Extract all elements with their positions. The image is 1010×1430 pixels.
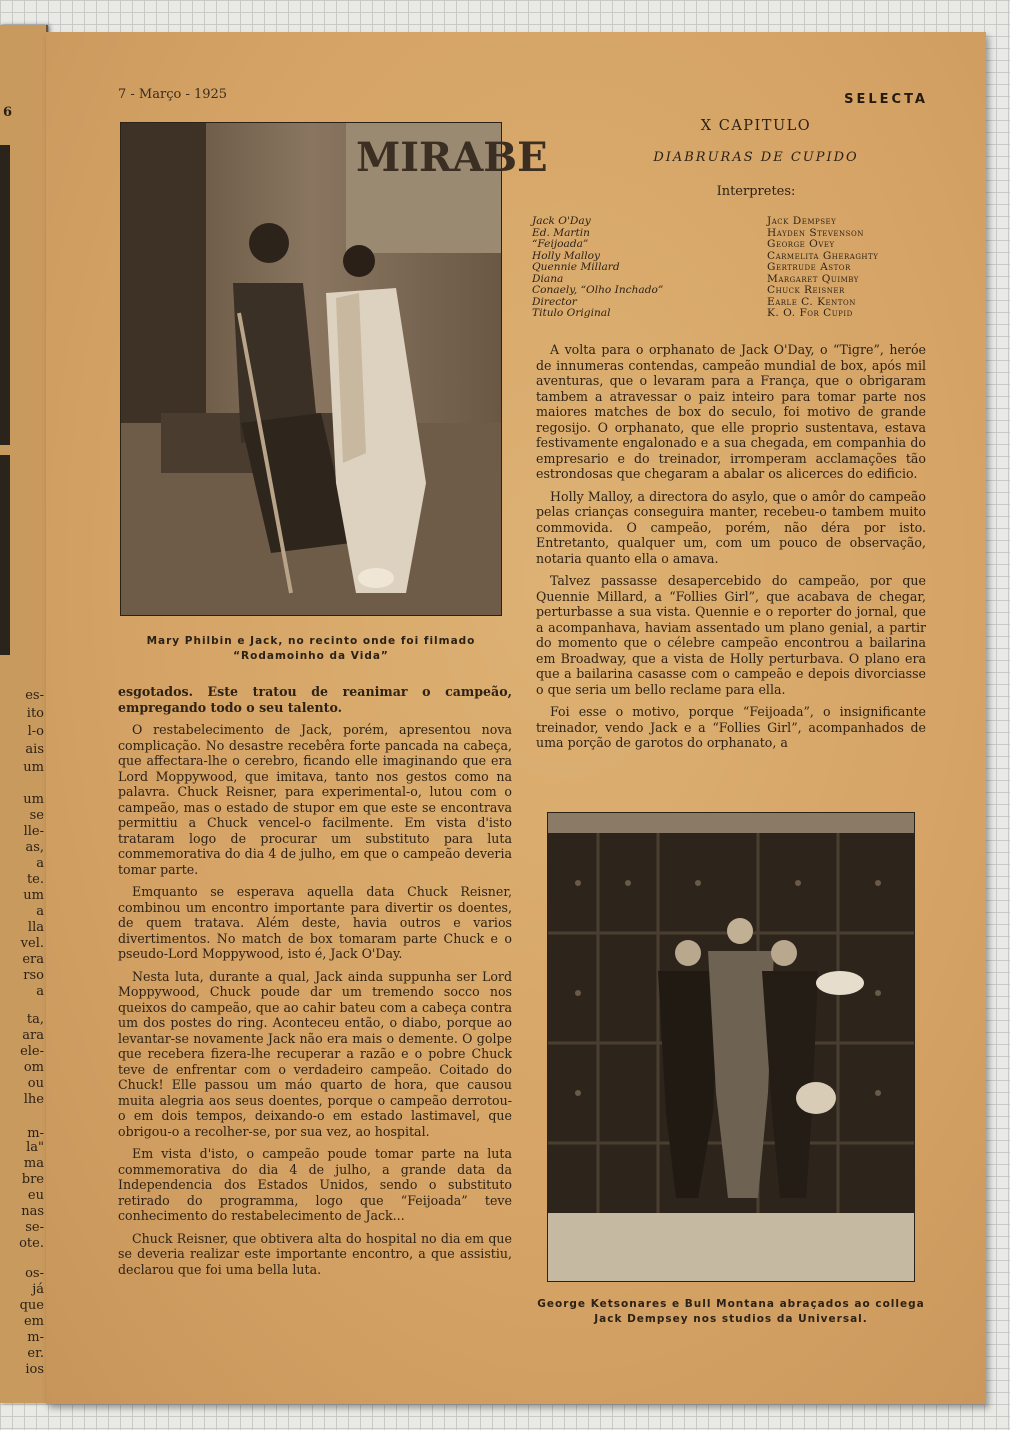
prev-page-fragment: se-: [25, 1220, 44, 1235]
prev-page-fragment: já: [32, 1282, 44, 1297]
prev-page-fragment: vel.: [20, 936, 44, 951]
prev-page-fragment: se: [29, 808, 44, 823]
prev-page-fragment: ios: [25, 1362, 44, 1377]
prev-page-photo-strip: [0, 455, 10, 655]
prev-page-fragment: ou: [27, 1076, 44, 1091]
prev-page-fragment: bre: [21, 1172, 44, 1187]
magazine-title: SELECTA: [844, 92, 928, 107]
cast-actor: Margaret Quimby: [767, 272, 859, 285]
prev-page-fragment: os-: [25, 1266, 44, 1281]
cast-actor: Chuck Reisner: [767, 284, 845, 296]
cast-row: [532, 262, 972, 274]
cast-actor: Gertrude Astor: [767, 261, 851, 273]
paragraph: Emquanto se esperava aquella data Chuck Reisner, combinou um encontro importante para divertir os doentes, de quem tratava. Além deste, havia outros e varios divertimentos. No match de box tomaram parte Chuck e o pseudo-Lord Moppywood, isto é, Jack O'Day.: [118, 884, 512, 961]
cast-role: Diana: [532, 272, 564, 285]
prev-page-fragment: lla: [27, 920, 44, 935]
chapter-title: DIABRURAS DE CUPIDO: [653, 150, 859, 165]
paragraph: Chuck Reisner, que obtivera alta do hospital no dia em que se deveria realizar este importante encontro, a que assistiu, declarou que foi uma bella luta.: [118, 1230, 512, 1277]
prev-page-fragment: ito: [26, 706, 44, 721]
cast-role: Director: [532, 295, 577, 308]
prev-page-fragment: es-: [25, 688, 44, 703]
prev-page-fragment: er.: [27, 1346, 44, 1361]
issue-date: 7 - Março - 1925: [118, 87, 228, 102]
cast-role: Quennie Millard: [532, 261, 620, 273]
photo2-caption-line1: George Ketsonares e Bull Montana abraçados ao collega: [537, 1298, 925, 1310]
prev-page-fragment: era: [22, 952, 44, 967]
prev-page-fragment: a: [36, 904, 44, 919]
cast-actor: Earle C. Kenton: [767, 295, 856, 308]
prev-page-fragment: ta,: [26, 1012, 44, 1027]
prev-page-number: 6: [2, 105, 12, 120]
prev-page-photo-strip: [0, 145, 10, 445]
prev-page-fragment: um: [23, 888, 44, 903]
cast-actor: George Ovey: [767, 238, 835, 250]
photo-sign-text: MIRABE: [356, 134, 548, 181]
prev-page-fragment: la": [26, 1140, 44, 1155]
cast-list: [532, 216, 972, 320]
cast-role: Titulo Original: [532, 307, 611, 319]
prev-page-fragment: m-: [27, 1126, 44, 1141]
photo2-caption-line2: Jack Dempsey nos studios da Universal.: [594, 1313, 868, 1325]
paragraph: Talvez passasse desapercebido do campeão, por que Quennie Millard, a “Follies Girl”, que acabava de chegar, perturbasse a sua vista. Quennie e o reporter do jornal, que a acompanhava, haviam assentado um plano genial, a partir do momento que o célebre campeão encontrou a bailarina em Broadway, que a vista de Holly perturbava. O plano era que a bailarina casasse com o campeão e depois divorciasse o que seria um bello reclame para ella.: [536, 573, 926, 697]
prev-page-fragment: em: [23, 1314, 44, 1329]
cast-role: Conaely, “Olho Inchado”: [532, 284, 664, 296]
prev-page-fragment: ara: [22, 1028, 44, 1043]
prev-page-fragment: m-: [27, 1330, 44, 1345]
cast-row: [532, 285, 972, 297]
cast-row: [532, 228, 972, 240]
previous-page-edge: [0, 25, 48, 1403]
interpretes-label: Interpretes:: [716, 184, 796, 199]
photo-illustration: [548, 813, 914, 1281]
photo1-caption-line1: Mary Philbin e Jack, no recinto onde foi filmado: [146, 635, 476, 647]
prev-page-fragment: lle-: [23, 824, 44, 839]
cast-actor: Carmelita Gheraghty: [767, 249, 879, 262]
prev-page-fragment: ele-: [20, 1044, 44, 1059]
cast-role: “Feijoada”: [532, 238, 589, 250]
magazine-page: [46, 32, 986, 1404]
paragraph: O restabelecimento de Jack, porém, apresentou nova complicação. No desastre recebêra forte pancada na cabeça, que affectara-lhe o cerebro, ficando elle imaginando que era Lord Moppywood, que imitava, tanto nos gestos como na palavra. Chuck Reisner, para experimental-o, lutou com o campeão, mas o estado de stupor em que este se encontrava permittiu a Chuck vencel-o facilmente. Em vista d'isto trataram logo de procurar um substituto para luta commemorativa do dia 4 de julho, em que o campeão deveria tomar parte.: [118, 722, 512, 877]
prev-page-fragment: as,: [25, 840, 44, 855]
cast-role: Ed. Martin: [532, 226, 590, 239]
prev-page-fragment: ote.: [19, 1236, 44, 1251]
cast-actor: K. O. For Cupid: [767, 307, 853, 319]
prev-page-fragment: ma: [23, 1156, 44, 1171]
prev-page-fragment: um: [23, 760, 44, 775]
prev-page-fragment: ais: [25, 742, 44, 757]
cast-row: [532, 239, 972, 251]
cast-role: Holly Malloy: [532, 249, 601, 262]
paragraph: Foi esse o motivo, porque “Feijoada”, o insignificante treinador, vendo Jack e a “Follies Girl”, acompanhados de uma porção de garotos do orphanato, a: [536, 704, 926, 750]
prev-page-fragment: a: [36, 856, 44, 871]
photo2-caption: [534, 1297, 928, 1327]
cast-row: [532, 308, 972, 320]
paragraph: Em vista d'isto, o campeão poude tomar parte na luta commemorativa do dia 4 de julho, a grande data da Independencia dos Estados Unidos, sendo o substituto retirado do programma, logo que “Feijoada” teve conhecimento do restabelecimento de Jack...: [118, 1146, 512, 1223]
prev-page-fragment: om: [23, 1060, 44, 1075]
photo1-caption-line2: “Rodamoinho da Vida”: [233, 650, 389, 662]
prev-page-fragment: nas: [21, 1204, 44, 1219]
prev-page-fragment: eu: [27, 1188, 44, 1203]
photo-three-boxers: [547, 812, 915, 1282]
right-text-column: [536, 342, 926, 758]
left-text-column: [118, 684, 512, 1284]
prev-page-fragment: lhe: [23, 1092, 44, 1107]
paragraph: Holly Malloy, a directora do asylo, que o amôr do campeão pelas crianças conseguira manter, recebeu-o tambem muito commovida. O campeão, porém, não déra por isto. Entretanto, qualquer um, com um pouco de observação, notaria quanto ella o amava.: [536, 488, 926, 566]
prev-page-fragment: rso: [23, 968, 44, 983]
prev-page-fragment: l-o: [27, 724, 44, 739]
prev-page-fragment: um: [23, 792, 44, 807]
paragraph: esgotados. Este tratou de reanimar o campeão, empregando todo o seu talento.: [118, 684, 512, 715]
prev-page-fragment: te.: [26, 872, 44, 887]
chapter-number: X CAPITULO: [700, 118, 812, 134]
cast-actor: Jack Dempsey: [767, 215, 837, 227]
paragraph: A volta para o orphanato de Jack O'Day, o “Tigre”, heróe de innumeras contendas, campeão mundial de box, após mil aventuras, que o levaram para a França, que o obrigaram tambem a atravessar o paiz inteiro para tomar parte nos maiores matches de box do seculo, foi motivo de grande regosijo. O orphanato, que elle proprio sustentava, estava festivamente engalonado e a sua chegada, em companhia do empresario e do treinador, irromperam acclamações tão estrondosas que chegaram a abalar os alicerces do edificio.: [536, 342, 926, 481]
cast-role: Jack O'Day: [532, 215, 591, 227]
cast-row: [532, 216, 972, 228]
prev-page-fragment: que: [19, 1298, 44, 1313]
prev-page-fragment: a: [36, 984, 44, 999]
cast-actor: Hayden Stevenson: [767, 226, 864, 239]
photo1-caption: [106, 634, 516, 664]
paragraph: Nesta luta, durante a qual, Jack ainda suppunha ser Lord Moppywood, Chuck poude dar um tremendo socco nos queixos do campeão, que ao cahir bateu com a cabeça contra um dos postes do ring. Aconteceu então, o diabo, porque ao levantar-se novamente Jack não era mais o demente. O golpe que recebera fizera-lhe recuperar a razão e o pobre Chuck teve de enfrentar com o verdadeiro campeão. Coitado do Chuck! Elle passou um máo quarto de hora, que causou muita alegria aos seus doentes, porque o campeão derrotou-o em dois tempos, deixando-o em estado lastimavel, que obrigou-o a recolher-se, por sua vez, ao hospital.: [118, 968, 512, 1139]
